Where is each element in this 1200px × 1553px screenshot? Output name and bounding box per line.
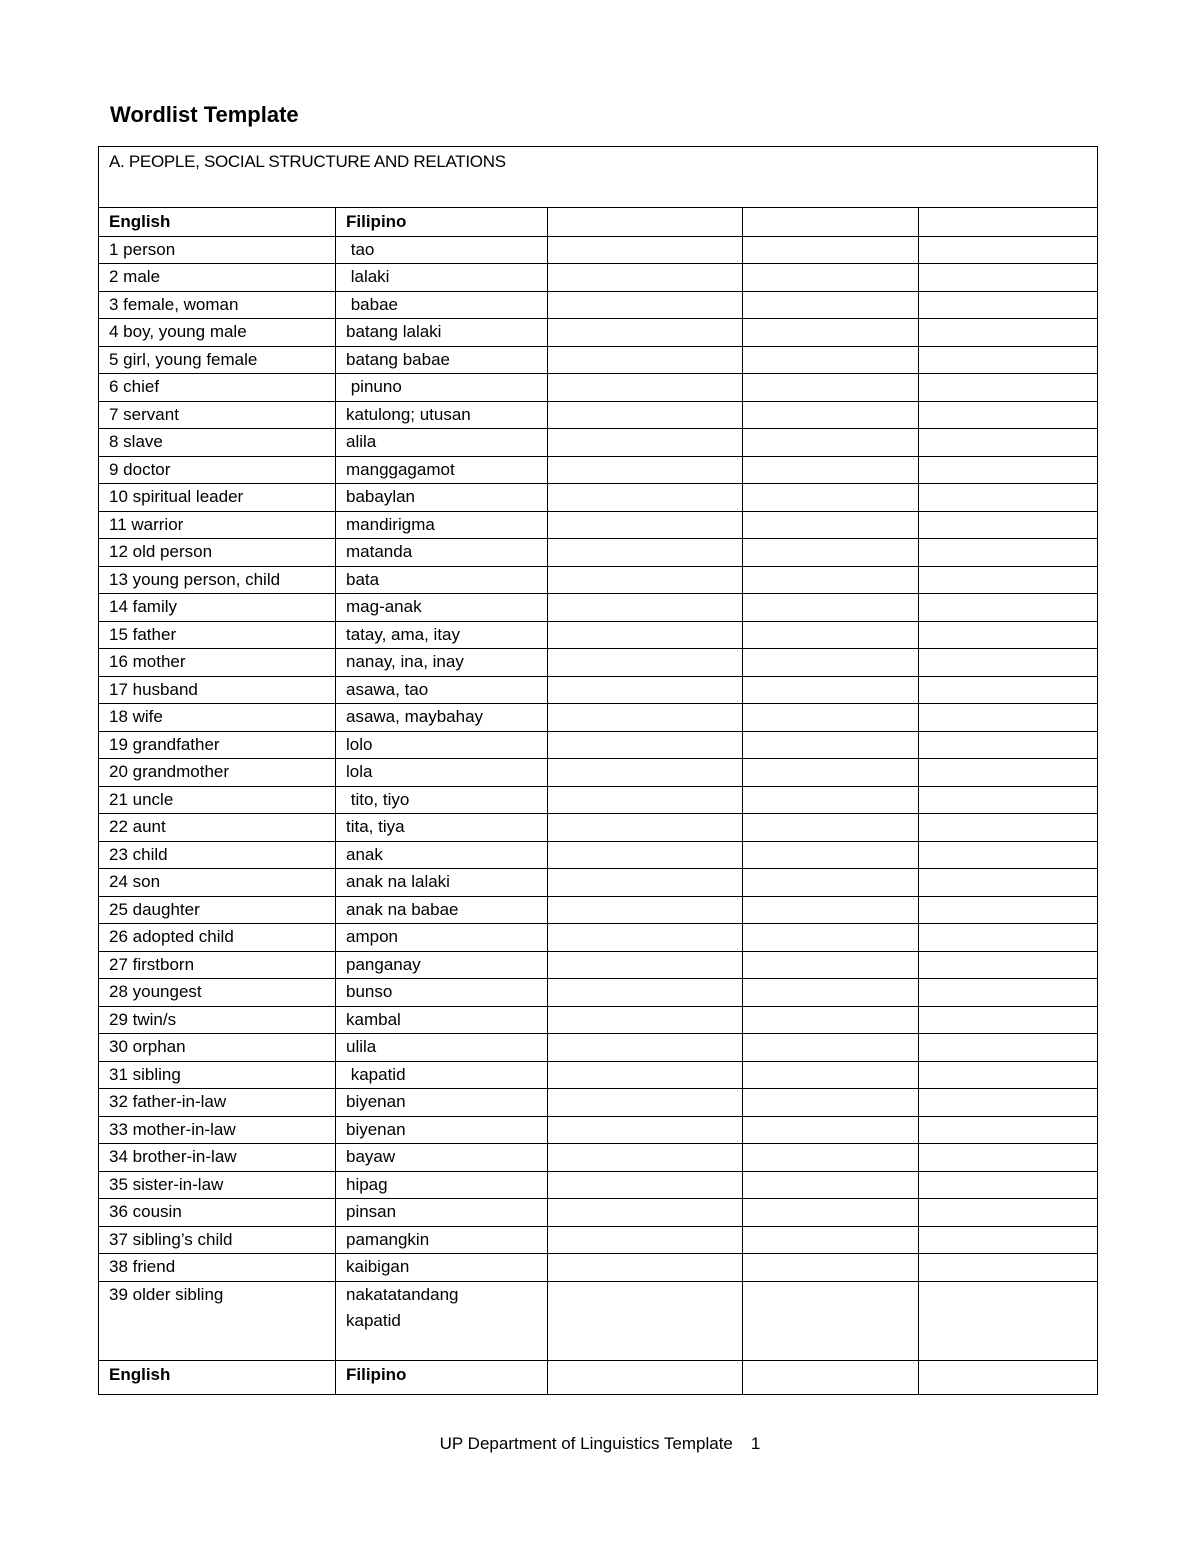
- english-cell: 20 grandmother: [99, 759, 336, 787]
- table-row: [99, 1254, 1098, 1282]
- english-cell: 1 person: [99, 236, 336, 264]
- blank-cell[interactable]: [743, 484, 919, 512]
- blank-cell[interactable]: [548, 1089, 743, 1117]
- table-row: [99, 786, 1098, 814]
- filipino-cell: tao: [336, 236, 548, 264]
- blank-cell[interactable]: [548, 704, 743, 732]
- blank-cell[interactable]: [919, 429, 1098, 457]
- blank-cell[interactable]: [548, 539, 743, 567]
- table-row: [99, 869, 1098, 897]
- filipino-cell: lolo: [336, 731, 548, 759]
- english-cell: 34 brother-in-law: [99, 1144, 336, 1172]
- blank-cell[interactable]: [919, 786, 1098, 814]
- blank-cell[interactable]: [919, 1116, 1098, 1144]
- filipino-cell: tita, tiya: [336, 814, 548, 842]
- filipino-cell: kaibigan: [336, 1254, 548, 1282]
- english-cell: 36 cousin: [99, 1199, 336, 1227]
- blank-cell[interactable]: [743, 841, 919, 869]
- english-cell: 16 mother: [99, 649, 336, 677]
- page-title: Wordlist Template: [110, 102, 299, 127]
- filipino-cell: biyenan: [336, 1089, 548, 1117]
- filipino-cell: biyenan: [336, 1116, 548, 1144]
- column-header-blank-1: [548, 208, 743, 237]
- blank-cell[interactable]: [919, 1254, 1098, 1282]
- filipino-cell: nanay, ina, inay: [336, 649, 548, 677]
- blank-cell[interactable]: [919, 951, 1098, 979]
- blank-cell[interactable]: [743, 814, 919, 842]
- blank-cell[interactable]: [548, 896, 743, 924]
- blank-cell[interactable]: [548, 429, 743, 457]
- table-row: [99, 511, 1098, 539]
- filipino-cell: asawa, tao: [336, 676, 548, 704]
- blank-cell[interactable]: [919, 1061, 1098, 1089]
- filipino-cell: panganay: [336, 951, 548, 979]
- blank-cell[interactable]: [548, 951, 743, 979]
- blank-cell[interactable]: [919, 484, 1098, 512]
- filipino-cell: kapatid: [336, 1061, 548, 1089]
- table-row: [99, 484, 1098, 512]
- blank-cell[interactable]: [919, 676, 1098, 704]
- filipino-cell: pamangkin: [336, 1226, 548, 1254]
- table-row: [99, 731, 1098, 759]
- english-cell: 35 sister-in-law: [99, 1171, 336, 1199]
- blank-cell[interactable]: [919, 539, 1098, 567]
- table-row: [99, 1281, 1098, 1360]
- blank-cell[interactable]: [743, 429, 919, 457]
- blank-cell[interactable]: [548, 621, 743, 649]
- english-cell: 38 friend: [99, 1254, 336, 1282]
- blank-cell[interactable]: [743, 1061, 919, 1089]
- blank-cell[interactable]: [743, 1034, 919, 1062]
- table-row: [99, 841, 1098, 869]
- english-cell: 6 chief: [99, 374, 336, 402]
- english-cell: 13 young person, child: [99, 566, 336, 594]
- table-row: [99, 1116, 1098, 1144]
- table-row: [99, 566, 1098, 594]
- blank-cell[interactable]: [919, 319, 1098, 347]
- blank-cell[interactable]: [548, 1199, 743, 1227]
- english-cell: 12 old person: [99, 539, 336, 567]
- blank-cell[interactable]: [743, 1226, 919, 1254]
- filipino-cell: ampon: [336, 924, 548, 952]
- filipino-cell: anak: [336, 841, 548, 869]
- table-row: [99, 594, 1098, 622]
- filipino-cell: alila: [336, 429, 548, 457]
- column-header-blank-3: [919, 1360, 1098, 1394]
- blank-cell[interactable]: [743, 346, 919, 374]
- blank-cell[interactable]: [548, 649, 743, 677]
- blank-cell[interactable]: [919, 704, 1098, 732]
- blank-cell[interactable]: [548, 759, 743, 787]
- english-cell: 11 warrior: [99, 511, 336, 539]
- blank-cell[interactable]: [548, 731, 743, 759]
- blank-cell[interactable]: [919, 841, 1098, 869]
- blank-cell[interactable]: [548, 594, 743, 622]
- blank-cell[interactable]: [548, 291, 743, 319]
- blank-cell[interactable]: [548, 676, 743, 704]
- blank-cell[interactable]: [548, 814, 743, 842]
- filipino-cell: pinuno: [336, 374, 548, 402]
- english-cell: 33 mother-in-law: [99, 1116, 336, 1144]
- page-footer: [0, 1434, 1200, 1454]
- blank-cell[interactable]: [919, 401, 1098, 429]
- filipino-cell: pinsan: [336, 1199, 548, 1227]
- blank-cell[interactable]: [548, 566, 743, 594]
- english-cell: 23 child: [99, 841, 336, 869]
- blank-cell[interactable]: [548, 1034, 743, 1062]
- english-cell: 7 servant: [99, 401, 336, 429]
- blank-cell[interactable]: [548, 1281, 743, 1360]
- filipino-cell: hipag: [336, 1171, 548, 1199]
- blank-cell[interactable]: [919, 1034, 1098, 1062]
- blank-cell[interactable]: [743, 291, 919, 319]
- blank-cell[interactable]: [548, 236, 743, 264]
- blank-cell[interactable]: [919, 979, 1098, 1007]
- blank-cell[interactable]: [548, 456, 743, 484]
- filipino-cell: bunso: [336, 979, 548, 1007]
- blank-cell[interactable]: [548, 924, 743, 952]
- column-header-english: English: [99, 208, 336, 237]
- table-row: [99, 291, 1098, 319]
- blank-cell[interactable]: [743, 979, 919, 1007]
- table-row: [99, 951, 1098, 979]
- filipino-cell: mag-anak: [336, 594, 548, 622]
- english-cell: 21 uncle: [99, 786, 336, 814]
- blank-cell[interactable]: [743, 759, 919, 787]
- english-cell: 26 adopted child: [99, 924, 336, 952]
- blank-cell[interactable]: [548, 374, 743, 402]
- blank-cell[interactable]: [919, 456, 1098, 484]
- table-row: [99, 1061, 1098, 1089]
- blank-cell[interactable]: [919, 759, 1098, 787]
- english-cell: 32 father-in-law: [99, 1089, 336, 1117]
- blank-cell[interactable]: [548, 484, 743, 512]
- blank-cell[interactable]: [919, 924, 1098, 952]
- english-cell: 15 father: [99, 621, 336, 649]
- column-header-english: English: [99, 1360, 336, 1394]
- blank-cell[interactable]: [919, 1199, 1098, 1227]
- filipino-cell: batang babae: [336, 346, 548, 374]
- blank-cell[interactable]: [919, 291, 1098, 319]
- blank-cell[interactable]: [743, 1171, 919, 1199]
- blank-cell[interactable]: [548, 786, 743, 814]
- table-row: [99, 649, 1098, 677]
- english-cell: 2 male: [99, 264, 336, 292]
- blank-cell[interactable]: [919, 1089, 1098, 1117]
- column-header-blank-1: [548, 1360, 743, 1394]
- column-header-filipino: Filipino: [336, 1360, 548, 1394]
- english-cell: 28 youngest: [99, 979, 336, 1007]
- filipino-cell: matanda: [336, 539, 548, 567]
- table-row: [99, 704, 1098, 732]
- table-row: [99, 1006, 1098, 1034]
- table-row: [99, 759, 1098, 787]
- filipino-cell: tatay, ama, itay: [336, 621, 548, 649]
- table-row: [99, 429, 1098, 457]
- blank-cell[interactable]: [548, 1006, 743, 1034]
- filipino-cell: manggagamot: [336, 456, 548, 484]
- blank-cell[interactable]: [919, 814, 1098, 842]
- column-header-blank-3: [919, 208, 1098, 237]
- table-row: [99, 676, 1098, 704]
- blank-cell[interactable]: [743, 1199, 919, 1227]
- blank-cell[interactable]: [548, 1116, 743, 1144]
- blank-cell[interactable]: [919, 236, 1098, 264]
- blank-cell[interactable]: [743, 456, 919, 484]
- english-cell: 14 family: [99, 594, 336, 622]
- table-row: [99, 1171, 1098, 1199]
- filipino-cell: lalaki: [336, 264, 548, 292]
- blank-cell[interactable]: [919, 621, 1098, 649]
- blank-cell[interactable]: [743, 319, 919, 347]
- english-cell: 37 sibling’s child: [99, 1226, 336, 1254]
- english-cell: 29 twin/s: [99, 1006, 336, 1034]
- english-cell: 19 grandfather: [99, 731, 336, 759]
- column-header-blank-2: [743, 1360, 919, 1394]
- filipino-cell: mandirigma: [336, 511, 548, 539]
- english-cell: 5 girl, young female: [99, 346, 336, 374]
- filipino-cell: babaylan: [336, 484, 548, 512]
- section-header-row: [99, 147, 1098, 208]
- blank-cell[interactable]: [919, 374, 1098, 402]
- table-row: [99, 896, 1098, 924]
- table-row: [99, 814, 1098, 842]
- column-header-blank-2: [743, 208, 919, 237]
- blank-cell[interactable]: [743, 896, 919, 924]
- filipino-cell: batang lalaki: [336, 319, 548, 347]
- blank-cell[interactable]: [743, 786, 919, 814]
- filipino-cell: [336, 1281, 548, 1360]
- filipino-cell: katulong; utusan: [336, 401, 548, 429]
- blank-cell[interactable]: [548, 319, 743, 347]
- table-row: [99, 1199, 1098, 1227]
- english-cell: 24 son: [99, 869, 336, 897]
- blank-cell[interactable]: [548, 264, 743, 292]
- blank-cell[interactable]: [919, 731, 1098, 759]
- blank-cell[interactable]: [919, 896, 1098, 924]
- english-cell: 39 older sibling: [99, 1281, 336, 1360]
- blank-cell[interactable]: [743, 401, 919, 429]
- table-row: [99, 1226, 1098, 1254]
- blank-cell[interactable]: [743, 539, 919, 567]
- filipino-cell: babae: [336, 291, 548, 319]
- table-row: [99, 401, 1098, 429]
- wordlist-table: [98, 146, 1098, 1395]
- blank-cell[interactable]: [743, 511, 919, 539]
- filipino-cell: anak na babae: [336, 896, 548, 924]
- english-cell: 27 firstborn: [99, 951, 336, 979]
- filipino-cell: anak na lalaki: [336, 869, 548, 897]
- blank-cell[interactable]: [919, 1171, 1098, 1199]
- filipino-line: kapatid: [346, 1311, 401, 1330]
- blank-cell[interactable]: [743, 869, 919, 897]
- blank-cell[interactable]: [919, 511, 1098, 539]
- blank-cell[interactable]: [743, 1144, 919, 1172]
- filipino-line: nakatatandang: [346, 1284, 459, 1304]
- table-row: [99, 236, 1098, 264]
- blank-cell[interactable]: [743, 924, 919, 952]
- blank-cell[interactable]: [548, 401, 743, 429]
- filipino-cell: asawa, maybahay: [336, 704, 548, 732]
- english-cell: 3 female, woman: [99, 291, 336, 319]
- blank-cell[interactable]: [743, 621, 919, 649]
- blank-cell[interactable]: [548, 869, 743, 897]
- english-cell: 18 wife: [99, 704, 336, 732]
- filipino-cell: ulila: [336, 1034, 548, 1062]
- section-title: A. PEOPLE, SOCIAL STRUCTURE AND RELATIONS: [99, 147, 1098, 208]
- filipino-cell: lola: [336, 759, 548, 787]
- column-header-row: [99, 208, 1098, 237]
- blank-cell[interactable]: [743, 1254, 919, 1282]
- table-row: [99, 346, 1098, 374]
- blank-cell[interactable]: [548, 1254, 743, 1282]
- blank-cell[interactable]: [743, 649, 919, 677]
- blank-cell[interactable]: [548, 1061, 743, 1089]
- blank-cell[interactable]: [743, 236, 919, 264]
- blank-cell[interactable]: [743, 566, 919, 594]
- table-row: [99, 1144, 1098, 1172]
- blank-cell[interactable]: [743, 704, 919, 732]
- blank-cell[interactable]: [919, 264, 1098, 292]
- english-cell: 22 aunt: [99, 814, 336, 842]
- table-row: [99, 621, 1098, 649]
- blank-cell[interactable]: [743, 1089, 919, 1117]
- table-row: [99, 1089, 1098, 1117]
- footer-text: UP Department of Linguistics Template: [439, 1434, 733, 1453]
- blank-cell[interactable]: [743, 1281, 919, 1360]
- blank-cell[interactable]: [548, 841, 743, 869]
- filipino-cell: bata: [336, 566, 548, 594]
- english-cell: 31 sibling: [99, 1061, 336, 1089]
- blank-cell[interactable]: [743, 1116, 919, 1144]
- blank-cell[interactable]: [743, 731, 919, 759]
- table-row: [99, 539, 1098, 567]
- blank-cell[interactable]: [743, 1006, 919, 1034]
- blank-cell[interactable]: [548, 346, 743, 374]
- blank-cell[interactable]: [919, 346, 1098, 374]
- blank-cell[interactable]: [919, 594, 1098, 622]
- table-row: [99, 1034, 1098, 1062]
- table-row: [99, 456, 1098, 484]
- blank-cell[interactable]: [548, 1171, 743, 1199]
- table-row: [99, 374, 1098, 402]
- blank-cell[interactable]: [743, 374, 919, 402]
- blank-cell[interactable]: [548, 1226, 743, 1254]
- blank-cell[interactable]: [743, 594, 919, 622]
- blank-cell[interactable]: [743, 676, 919, 704]
- table-row: [99, 924, 1098, 952]
- column-header-filipino: Filipino: [336, 208, 548, 237]
- blank-cell[interactable]: [919, 869, 1098, 897]
- english-cell: 8 slave: [99, 429, 336, 457]
- blank-cell[interactable]: [919, 1006, 1098, 1034]
- column-header-row-repeat: [99, 1360, 1098, 1394]
- table-row: [99, 319, 1098, 347]
- filipino-cell: kambal: [336, 1006, 548, 1034]
- english-cell: 17 husband: [99, 676, 336, 704]
- blank-cell[interactable]: [919, 566, 1098, 594]
- blank-cell[interactable]: [919, 1226, 1098, 1254]
- blank-cell[interactable]: [743, 951, 919, 979]
- page-number: 1: [750, 1434, 761, 1453]
- filipino-cell: bayaw: [336, 1144, 548, 1172]
- table-row: [99, 264, 1098, 292]
- blank-cell[interactable]: [919, 1281, 1098, 1360]
- english-cell: 10 spiritual leader: [99, 484, 336, 512]
- english-cell: 25 daughter: [99, 896, 336, 924]
- english-cell: 30 orphan: [99, 1034, 336, 1062]
- blank-cell[interactable]: [548, 979, 743, 1007]
- blank-cell[interactable]: [548, 511, 743, 539]
- blank-cell[interactable]: [919, 649, 1098, 677]
- filipino-cell: tito, tiyo: [336, 786, 548, 814]
- blank-cell[interactable]: [919, 1144, 1098, 1172]
- blank-cell[interactable]: [743, 264, 919, 292]
- english-cell: 9 doctor: [99, 456, 336, 484]
- english-cell: 4 boy, young male: [99, 319, 336, 347]
- table-row: [99, 979, 1098, 1007]
- blank-cell[interactable]: [548, 1144, 743, 1172]
